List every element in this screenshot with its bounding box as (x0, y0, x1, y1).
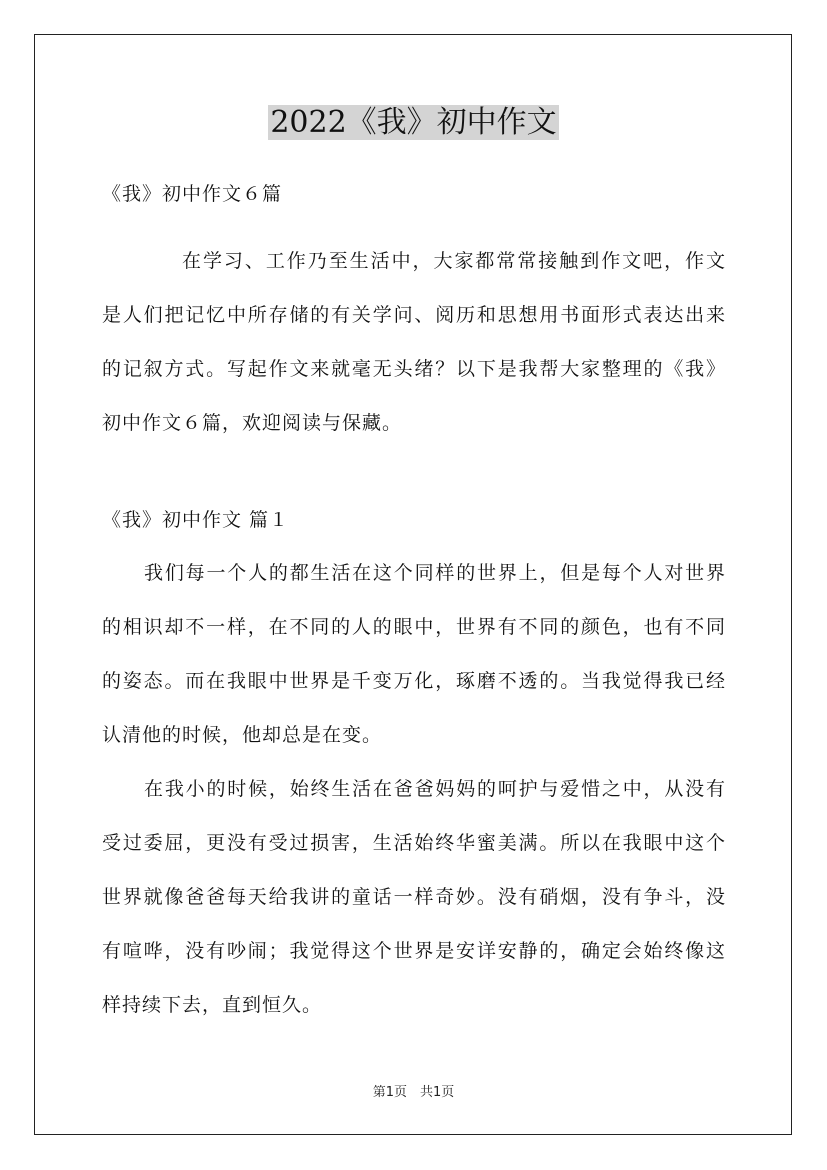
paragraph-line: 我们每一个人的都生活在这个同样的世界上，但是每个人对世界 (144, 562, 726, 584)
page-number: 第1页 共1页 (372, 1085, 455, 1100)
paragraph-line: 样持续下去，直到恒久。 (102, 994, 323, 1016)
intro-line: 的记叙方式。写起作文来就毫无头绪？以下是我帮大家整理的《我》 (102, 358, 726, 380)
document-subtitle (102, 180, 726, 208)
paragraph-line: 的姿态。而在我眼中世界是千变万化，琢磨不透的。当我觉得我已经 (102, 670, 726, 692)
document-title (0, 102, 827, 144)
paragraph-line: 认清他的时候，他却总是在变。 (102, 724, 383, 746)
section-heading-text: 《我》初中作文 篇１ (102, 509, 290, 531)
intro-line: 初中作文６篇，欢迎阅读与保藏。 (102, 412, 403, 434)
section-heading (102, 506, 726, 534)
paragraph-1 (102, 546, 726, 762)
paragraph-line: 的相识却不一样，在不同的人的眼中，世界有不同的颜色，也有不同 (102, 616, 726, 638)
page-footer (0, 1081, 827, 1100)
paragraph-line: 在我小的时候，始终生活在爸爸妈妈的呵护与爱惜之中，从没有 (144, 778, 726, 800)
subtitle-text: 《我》初中作文６篇 (102, 183, 283, 205)
intro-paragraph (102, 234, 726, 450)
document-title-text: 2022《我》初中作文 (270, 105, 557, 140)
paragraph-2 (102, 762, 726, 1032)
paragraph-line: 受过委屈，更没有受过损害，生活始终华蜜美满。所以在我眼中这个 (102, 832, 726, 854)
paragraph-line: 有喧哗，没有吵闹；我觉得这个世界是安详安静的，确定会始终像这 (102, 940, 726, 962)
paragraph-line: 世界就像爸爸每天给我讲的童话一样奇妙。没有硝烟，没有争斗，没 (102, 886, 726, 908)
intro-line: 是人们把记忆中所存储的有关学问、阅历和思想用书面形式表达出来 (102, 304, 726, 326)
intro-line: 在学习、工作乃至生活中，大家都常常接触到作文吧，作文 (182, 250, 726, 272)
